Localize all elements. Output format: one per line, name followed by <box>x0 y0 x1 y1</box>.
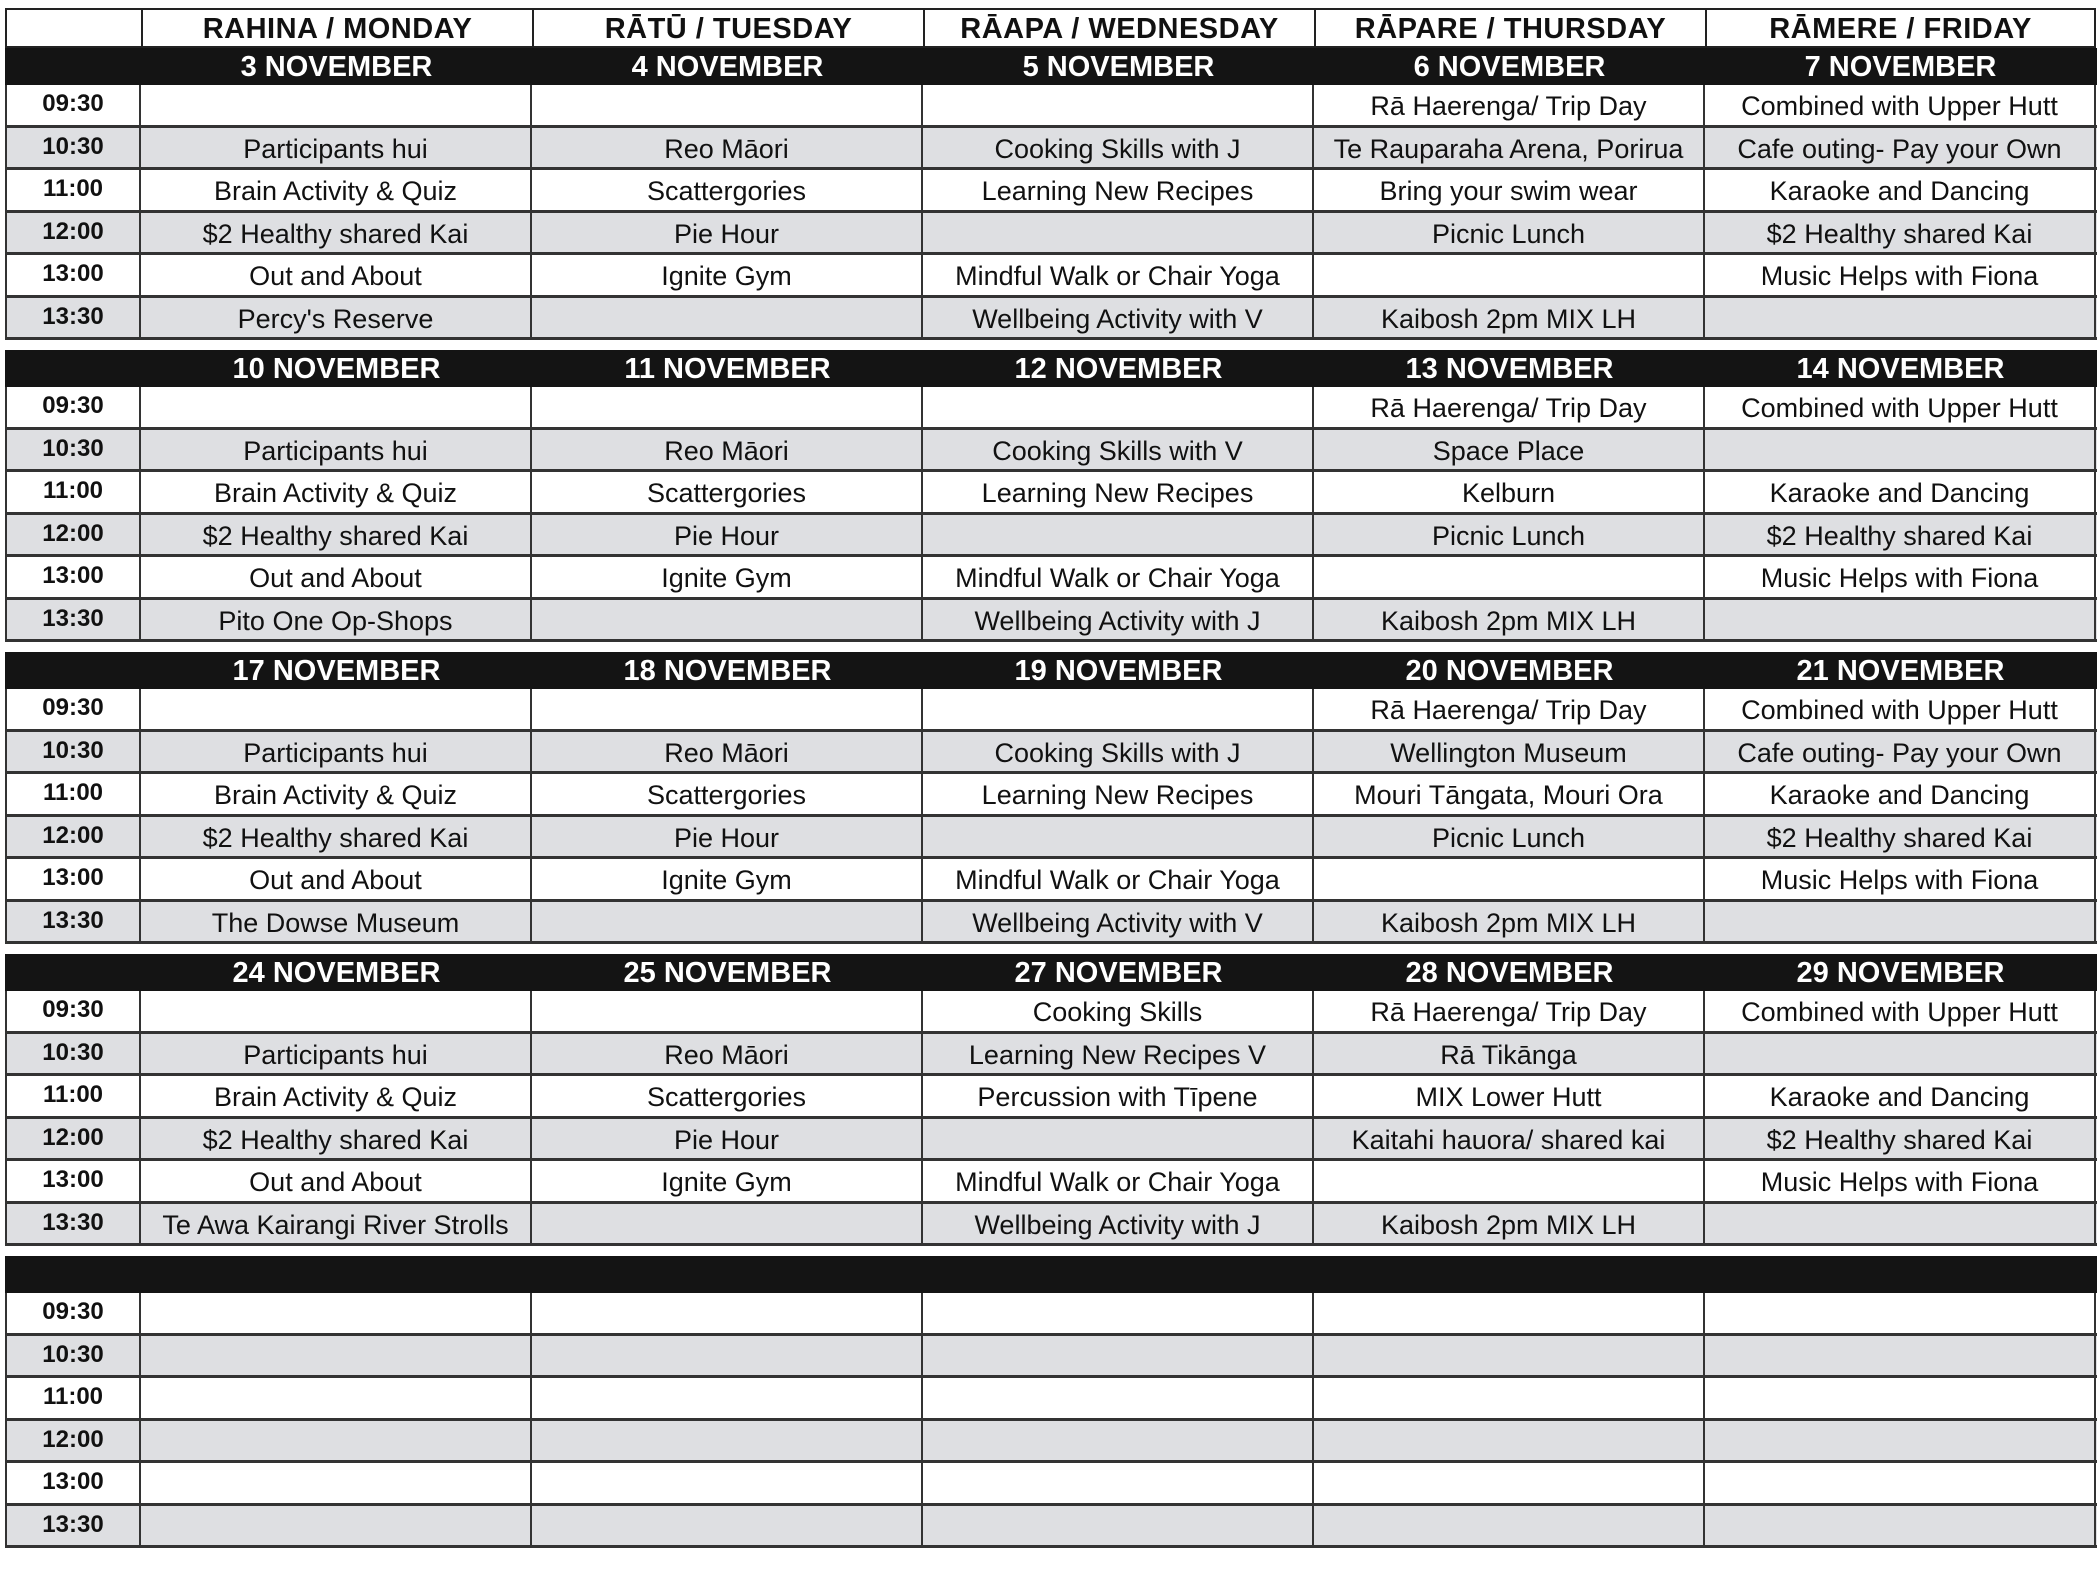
activity-cell <box>1314 1161 1705 1201</box>
activity-cell: Scattergories <box>532 774 923 814</box>
activity-cell: MIX Lower Hutt <box>1314 1076 1705 1116</box>
time-slot-row <box>5 732 2097 775</box>
activity-cell: Brain Activity & Quiz <box>141 170 532 210</box>
time-slot-row <box>5 557 2097 600</box>
weeks-container <box>5 48 2097 1548</box>
time-label: 09:30 <box>5 85 141 125</box>
time-label: 12:00 <box>5 213 141 253</box>
activity-cell: Te Rauparaha Arena, Porirua <box>1314 128 1705 168</box>
activity-cell <box>141 1378 532 1418</box>
activity-cell: The Dowse Museum <box>141 902 532 942</box>
activity-cell: Kaitahi hauora/ shared kai <box>1314 1119 1705 1159</box>
date-label <box>532 1256 923 1293</box>
date-label: 29 NOVEMBER <box>1796 957 2005 989</box>
activity-cell <box>532 689 923 729</box>
activity-cell: Participants hui <box>141 430 532 470</box>
activity-cell <box>1705 1034 2096 1074</box>
time-label: 09:30 <box>5 991 141 1031</box>
date-label: 7 NOVEMBER <box>1804 51 1997 83</box>
activity-cell: Combined with Upper Hutt <box>1705 387 2096 427</box>
time-slot-row <box>5 600 2097 643</box>
activity-cell: Ignite Gym <box>532 255 923 295</box>
activity-cell <box>923 1293 1314 1333</box>
activity-cell <box>923 1336 1314 1376</box>
activity-cell: Ignite Gym <box>532 557 923 597</box>
time-slot-row <box>5 1204 2097 1247</box>
time-label: 10:30 <box>5 732 141 772</box>
time-label: 10:30 <box>5 128 141 168</box>
activity-cell: Learning New Recipes V <box>923 1034 1314 1074</box>
activity-cell <box>1314 1506 1705 1546</box>
activity-cell: Picnic Lunch <box>1314 817 1705 857</box>
week-block <box>5 48 2097 340</box>
activity-cell: Bring your swim wear <box>1314 170 1705 210</box>
time-slot-row <box>5 213 2097 256</box>
activity-cell: Karaoke and Dancing <box>1705 774 2096 814</box>
activity-cell <box>141 991 532 1031</box>
activity-cell <box>1705 1378 2096 1418</box>
activity-cell: $2 Healthy shared Kai <box>141 1119 532 1159</box>
activity-cell: Cooking Skills <box>923 991 1314 1031</box>
date-label: 27 NOVEMBER <box>1014 957 1223 989</box>
date-label: 11 NOVEMBER <box>624 353 831 385</box>
activity-cell <box>1314 1336 1705 1376</box>
activity-cell <box>532 85 923 125</box>
activity-cell: Pie Hour <box>532 1119 923 1159</box>
time-label: 11:00 <box>5 472 141 512</box>
activity-cell <box>532 1506 923 1546</box>
activity-cell <box>1314 1463 1705 1503</box>
activity-cell: Combined with Upper Hutt <box>1705 85 2096 125</box>
time-label: 11:00 <box>5 1076 141 1116</box>
time-label: 11:00 <box>5 774 141 814</box>
activity-cell: $2 Healthy shared Kai <box>1705 515 2096 555</box>
time-label: 11:00 <box>5 170 141 210</box>
day-header-tuesday: RĀTŪ / TUESDAY <box>532 8 923 48</box>
activity-cell: Rā Tikānga <box>1314 1034 1705 1074</box>
activity-cell: $2 Healthy shared Kai <box>141 515 532 555</box>
activity-cell: Picnic Lunch <box>1314 213 1705 253</box>
activity-cell: Out and About <box>141 557 532 597</box>
date-bar <box>5 1256 2097 1293</box>
activity-cell <box>1705 1421 2096 1461</box>
activity-cell: Music Helps with Fiona <box>1705 1161 2096 1201</box>
activity-cell: Percy's Reserve <box>141 298 532 338</box>
activity-cell <box>532 902 923 942</box>
time-label: 13:30 <box>5 600 141 640</box>
activity-cell: $2 Healthy shared Kai <box>1705 1119 2096 1159</box>
activity-cell: Music Helps with Fiona <box>1705 859 2096 899</box>
day-header-wednesday: RĀAPA / WEDNESDAY <box>923 8 1314 48</box>
activity-cell: Cooking Skills with V <box>923 430 1314 470</box>
activity-cell: Pie Hour <box>532 213 923 253</box>
time-label: 10:30 <box>5 1336 141 1376</box>
time-slot-row <box>5 387 2097 430</box>
date-label: 5 NOVEMBER <box>1022 51 1215 83</box>
activity-cell: Cafe outing- Pay your Own <box>1705 128 2096 168</box>
date-label: 21 NOVEMBER <box>1796 655 2005 687</box>
activity-cell <box>532 1204 923 1244</box>
activity-cell: Wellbeing Activity with J <box>923 600 1314 640</box>
activity-cell: Pie Hour <box>532 515 923 555</box>
time-slot-row <box>5 1161 2097 1204</box>
date-label: 19 NOVEMBER <box>1014 655 1223 687</box>
date-label: 18 NOVEMBER <box>623 655 832 687</box>
activity-cell: Wellbeing Activity with V <box>923 902 1314 942</box>
activity-cell <box>1705 1204 2096 1244</box>
activity-cell <box>1314 1421 1705 1461</box>
date-label <box>1314 1256 1705 1293</box>
activity-cell: Out and About <box>141 1161 532 1201</box>
date-label: 4 NOVEMBER <box>631 51 824 83</box>
activity-cell <box>1705 430 2096 470</box>
time-slot-row <box>5 1506 2097 1549</box>
activity-cell: Cooking Skills with J <box>923 128 1314 168</box>
activity-cell: Reo Māori <box>532 1034 923 1074</box>
activity-cell: Participants hui <box>141 128 532 168</box>
activity-cell <box>923 1506 1314 1546</box>
date-label: 28 NOVEMBER <box>1405 957 1614 989</box>
date-bar <box>5 954 2097 991</box>
activity-cell: Combined with Upper Hutt <box>1705 991 2096 1031</box>
activity-cell: Mindful Walk or Chair Yoga <box>923 859 1314 899</box>
activity-cell <box>923 387 1314 427</box>
date-label: 10 NOVEMBER <box>232 353 441 385</box>
header-corner <box>5 8 141 48</box>
activity-cell: Learning New Recipes <box>923 170 1314 210</box>
time-slot-row <box>5 1421 2097 1464</box>
time-label: 13:30 <box>5 1204 141 1244</box>
week-block <box>5 1256 2097 1548</box>
activity-cell: Mindful Walk or Chair Yoga <box>923 1161 1314 1201</box>
activity-cell: Cafe outing- Pay your Own <box>1705 732 2096 772</box>
date-bar-corner <box>5 652 141 689</box>
week-block <box>5 954 2097 1246</box>
time-slot-row <box>5 255 2097 298</box>
time-label: 12:00 <box>5 1119 141 1159</box>
date-label <box>923 1256 1314 1293</box>
activity-cell: Out and About <box>141 255 532 295</box>
activity-cell <box>1314 859 1705 899</box>
activity-cell <box>923 689 1314 729</box>
activity-cell <box>923 1378 1314 1418</box>
time-slot-row <box>5 1119 2097 1162</box>
activity-cell: Percussion with Tīpene <box>923 1076 1314 1116</box>
activity-cell: Karaoke and Dancing <box>1705 170 2096 210</box>
time-label: 13:00 <box>5 557 141 597</box>
activity-cell <box>1314 1293 1705 1333</box>
date-bar <box>5 48 2097 85</box>
time-slot-row <box>5 430 2097 473</box>
activity-cell <box>1705 1463 2096 1503</box>
day-header-row <box>5 8 2097 48</box>
activity-cell <box>1314 1378 1705 1418</box>
activity-cell <box>532 1378 923 1418</box>
time-slot-row <box>5 515 2097 558</box>
activity-cell: Learning New Recipes <box>923 774 1314 814</box>
activity-cell: Participants hui <box>141 732 532 772</box>
time-label: 11:00 <box>5 1378 141 1418</box>
activity-cell <box>532 1421 923 1461</box>
activity-cell <box>532 1293 923 1333</box>
activity-cell <box>1705 902 2096 942</box>
date-label: 6 NOVEMBER <box>1413 51 1606 83</box>
time-slot-row <box>5 472 2097 515</box>
activity-cell: $2 Healthy shared Kai <box>141 817 532 857</box>
activity-cell: Ignite Gym <box>532 859 923 899</box>
time-label: 13:00 <box>5 1161 141 1201</box>
date-bar <box>5 350 2097 387</box>
activity-cell <box>1705 1293 2096 1333</box>
time-slot-row <box>5 1336 2097 1379</box>
time-label: 09:30 <box>5 1293 141 1333</box>
time-label: 09:30 <box>5 689 141 729</box>
activity-cell <box>923 1463 1314 1503</box>
date-label <box>141 1256 532 1293</box>
activity-cell: Rā Haerenga/ Trip Day <box>1314 991 1705 1031</box>
time-slot-row <box>5 689 2097 732</box>
date-label: 24 NOVEMBER <box>232 957 441 989</box>
date-label: 13 NOVEMBER <box>1405 353 1614 385</box>
activity-cell <box>1705 600 2096 640</box>
activity-cell: Kaibosh 2pm MIX LH <box>1314 600 1705 640</box>
activity-cell <box>532 387 923 427</box>
activity-cell <box>141 85 532 125</box>
time-slot-row <box>5 1463 2097 1506</box>
time-slot-row <box>5 902 2097 945</box>
week-block <box>5 652 2097 944</box>
date-label <box>1705 1256 2096 1293</box>
time-label: 10:30 <box>5 1034 141 1074</box>
time-label: 13:00 <box>5 1463 141 1503</box>
date-bar-corner <box>5 954 141 991</box>
activity-cell: Reo Māori <box>532 430 923 470</box>
activity-cell: Mindful Walk or Chair Yoga <box>923 255 1314 295</box>
activity-cell: Learning New Recipes <box>923 472 1314 512</box>
activity-cell: Karaoke and Dancing <box>1705 472 2096 512</box>
date-bar <box>5 652 2097 689</box>
time-slot-row <box>5 991 2097 1034</box>
activity-cell: Cooking Skills with J <box>923 732 1314 772</box>
date-bar-corner <box>5 48 141 85</box>
date-label: 3 NOVEMBER <box>240 51 433 83</box>
activity-cell <box>141 689 532 729</box>
activity-cell <box>532 1463 923 1503</box>
activity-cell: Music Helps with Fiona <box>1705 557 2096 597</box>
activity-cell: Rā Haerenga/ Trip Day <box>1314 85 1705 125</box>
activity-cell <box>923 1421 1314 1461</box>
activity-cell <box>141 387 532 427</box>
activity-cell: Scattergories <box>532 170 923 210</box>
activity-cell: Kaibosh 2pm MIX LH <box>1314 1204 1705 1244</box>
activity-cell: Brain Activity & Quiz <box>141 472 532 512</box>
activity-cell <box>141 1421 532 1461</box>
time-label: 13:30 <box>5 298 141 338</box>
time-slot-row <box>5 1076 2097 1119</box>
time-slot-row <box>5 774 2097 817</box>
date-label: 12 NOVEMBER <box>1014 353 1223 385</box>
time-label: 13:30 <box>5 902 141 942</box>
activity-cell <box>532 600 923 640</box>
activity-cell: Out and About <box>141 859 532 899</box>
activity-cell: Rā Haerenga/ Trip Day <box>1314 689 1705 729</box>
date-label: 20 NOVEMBER <box>1405 655 1614 687</box>
date-bar-corner <box>5 1256 141 1293</box>
activity-cell: Picnic Lunch <box>1314 515 1705 555</box>
activity-cell <box>1314 557 1705 597</box>
activity-cell: Scattergories <box>532 1076 923 1116</box>
time-label: 12:00 <box>5 817 141 857</box>
activity-cell: Karaoke and Dancing <box>1705 1076 2096 1116</box>
activity-cell: Wellbeing Activity with V <box>923 298 1314 338</box>
activity-cell <box>141 1463 532 1503</box>
time-slot-row <box>5 128 2097 171</box>
activity-cell: Pito One Op-Shops <box>141 600 532 640</box>
activity-cell: Mindful Walk or Chair Yoga <box>923 557 1314 597</box>
activity-cell: Combined with Upper Hutt <box>1705 689 2096 729</box>
time-label: 12:00 <box>5 1421 141 1461</box>
activity-cell <box>923 1119 1314 1159</box>
activity-cell <box>923 515 1314 555</box>
activity-cell: Wellington Museum <box>1314 732 1705 772</box>
activity-cell <box>141 1293 532 1333</box>
date-label: 17 NOVEMBER <box>232 655 441 687</box>
activity-cell: Reo Māori <box>532 732 923 772</box>
weekly-schedule-table <box>5 8 2097 1558</box>
time-slot-row <box>5 170 2097 213</box>
activity-cell: Music Helps with Fiona <box>1705 255 2096 295</box>
time-slot-row <box>5 1034 2097 1077</box>
activity-cell <box>141 1336 532 1376</box>
date-label: 14 NOVEMBER <box>1796 353 2005 385</box>
day-header-friday: RĀMERE / FRIDAY <box>1705 8 2096 48</box>
activity-cell <box>141 1506 532 1546</box>
time-label: 13:00 <box>5 255 141 295</box>
activity-cell: $2 Healthy shared Kai <box>1705 817 2096 857</box>
activity-cell <box>1705 1506 2096 1546</box>
activity-cell: Pie Hour <box>532 817 923 857</box>
activity-cell <box>532 298 923 338</box>
date-label: 25 NOVEMBER <box>623 957 832 989</box>
time-label: 10:30 <box>5 430 141 470</box>
activity-cell: Kelburn <box>1314 472 1705 512</box>
activity-cell: Reo Māori <box>532 128 923 168</box>
activity-cell <box>532 1336 923 1376</box>
activity-cell <box>532 991 923 1031</box>
activity-cell <box>923 85 1314 125</box>
activity-cell: Mouri Tāngata, Mouri Ora <box>1314 774 1705 814</box>
activity-cell <box>1705 298 2096 338</box>
activity-cell: Kaibosh 2pm MIX LH <box>1314 902 1705 942</box>
day-header-monday: RAHINA / MONDAY <box>141 8 532 48</box>
activity-cell: Participants hui <box>141 1034 532 1074</box>
activity-cell <box>1314 255 1705 295</box>
date-bar-corner <box>5 350 141 387</box>
activity-cell <box>923 213 1314 253</box>
activity-cell: Kaibosh 2pm MIX LH <box>1314 298 1705 338</box>
activity-cell: Scattergories <box>532 472 923 512</box>
activity-cell: Ignite Gym <box>532 1161 923 1201</box>
activity-cell: $2 Healthy shared Kai <box>1705 213 2096 253</box>
activity-cell <box>1705 1336 2096 1376</box>
activity-cell: Rā Haerenga/ Trip Day <box>1314 387 1705 427</box>
activity-cell <box>923 817 1314 857</box>
activity-cell: Wellbeing Activity with J <box>923 1204 1314 1244</box>
time-slot-row <box>5 817 2097 860</box>
time-slot-row <box>5 859 2097 902</box>
time-label: 13:00 <box>5 859 141 899</box>
time-slot-row <box>5 1293 2097 1336</box>
day-header-thursday: RĀPARE / THURSDAY <box>1314 8 1705 48</box>
activity-cell: Brain Activity & Quiz <box>141 774 532 814</box>
time-slot-row <box>5 298 2097 341</box>
time-slot-row <box>5 85 2097 128</box>
activity-cell: Te Awa Kairangi River Strolls <box>141 1204 532 1244</box>
activity-cell: $2 Healthy shared Kai <box>141 213 532 253</box>
time-slot-row <box>5 1378 2097 1421</box>
time-label: 12:00 <box>5 515 141 555</box>
week-block <box>5 350 2097 642</box>
time-label: 13:30 <box>5 1506 141 1546</box>
activity-cell: Space Place <box>1314 430 1705 470</box>
time-label: 09:30 <box>5 387 141 427</box>
activity-cell: Brain Activity & Quiz <box>141 1076 532 1116</box>
